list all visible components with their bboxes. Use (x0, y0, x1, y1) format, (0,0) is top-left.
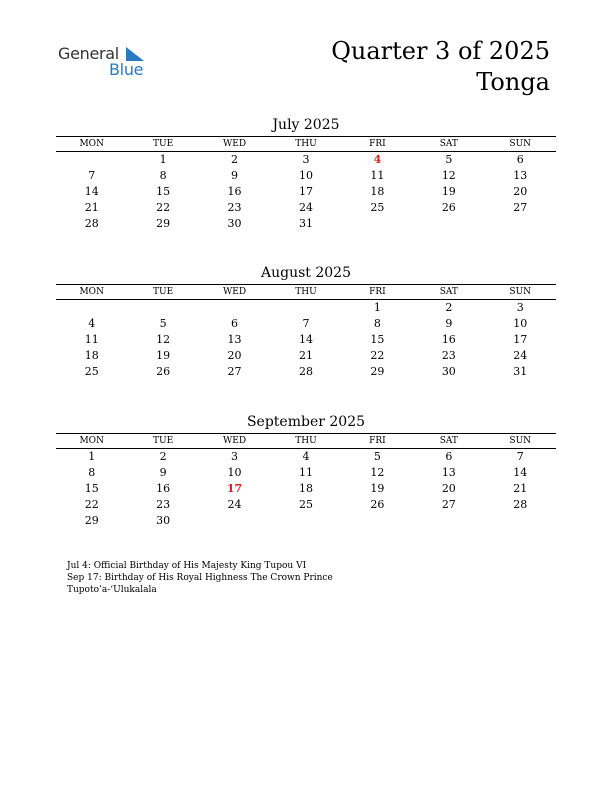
week-row (56, 200, 556, 216)
day-cell: 17 (298, 185, 313, 198)
day-cell: 25 (298, 498, 313, 511)
day-cell: 16 (227, 185, 242, 198)
day-cell (127, 300, 198, 316)
day-cell: 9 (159, 466, 167, 479)
day-cell: 15 (370, 333, 385, 346)
weekday-header: WED (223, 436, 247, 446)
week-row (56, 348, 556, 364)
day-cell (342, 513, 413, 529)
day-cell: 8 (88, 466, 96, 479)
week-row (56, 513, 556, 529)
country-title: Tonga (476, 68, 550, 96)
day-cell: 11 (84, 333, 99, 346)
logo-blue-text: Blue (109, 60, 144, 79)
day-cell: 21 (513, 482, 528, 495)
weekday-header: FRI (369, 436, 386, 446)
day-cell: 29 (156, 217, 171, 230)
day-cell: 12 (441, 169, 456, 182)
day-cell: 7 (88, 169, 96, 182)
day-cell: 4 (302, 450, 310, 463)
day-cell: 28 (84, 217, 99, 230)
holiday-note: Jul 4: Official Birthday of His Majesty King Tupou VI (67, 561, 307, 571)
weekday-header-row (56, 136, 556, 152)
day-cell (485, 513, 556, 529)
day-cell: 25 (84, 365, 99, 378)
day-cell: 24 (513, 349, 528, 362)
weekday-header: SAT (439, 287, 458, 297)
day-cell: 30 (441, 365, 456, 378)
weekday-header: THU (295, 287, 317, 297)
day-cell: 26 (441, 201, 456, 214)
day-cell: 2 (159, 450, 167, 463)
day-cell: 13 (441, 466, 456, 479)
day-cell: 13 (227, 333, 242, 346)
day-cell (270, 300, 341, 316)
day-cell: 10 (227, 466, 242, 479)
week-row (56, 497, 556, 513)
page-title (331, 36, 550, 98)
day-cell: 1 (88, 450, 96, 463)
day-cell: 28 (513, 498, 528, 511)
day-cell: 23 (441, 349, 456, 362)
day-cell: 11 (298, 466, 313, 479)
day-cell: 22 (370, 349, 385, 362)
month-title: July 2025 (272, 117, 340, 133)
day-cell (199, 513, 270, 529)
day-cell: 15 (156, 185, 171, 198)
month-calendar-august (56, 264, 556, 380)
day-cell: 1 (159, 153, 167, 166)
day-cell: 18 (84, 349, 99, 362)
month-calendar-september (56, 413, 556, 529)
day-cell: 7 (302, 317, 310, 330)
day-cell: 18 (370, 185, 385, 198)
day-cell: 22 (84, 498, 99, 511)
weekday-header: FRI (369, 139, 386, 149)
day-cell: 24 (227, 498, 242, 511)
logo (58, 44, 158, 84)
week-row (56, 332, 556, 348)
weekday-header: WED (223, 287, 247, 297)
day-cell: 26 (370, 498, 385, 511)
day-cell: 28 (298, 365, 313, 378)
day-cell: 5 (159, 317, 167, 330)
logo-general-text: General (58, 44, 119, 63)
week-row (56, 184, 556, 200)
day-cell (270, 513, 341, 529)
week-row (56, 152, 556, 168)
day-cell: 6 (516, 153, 524, 166)
day-cell: 29 (84, 514, 99, 527)
day-cell: 8 (373, 317, 381, 330)
weekday-header: WED (223, 139, 247, 149)
day-cell: 18 (298, 482, 313, 495)
quarter-title: Quarter 3 of 2025 (331, 37, 550, 65)
day-cell: 10 (513, 317, 528, 330)
week-row (56, 216, 556, 232)
day-cell: 27 (513, 201, 528, 214)
day-cell (342, 216, 413, 232)
day-cell: 11 (370, 169, 385, 182)
day-cell: 16 (441, 333, 456, 346)
day-cell: 6 (445, 450, 453, 463)
day-cell: 3 (231, 450, 239, 463)
weekday-header: SAT (439, 139, 458, 149)
week-row (56, 364, 556, 380)
weekday-header: TUE (153, 139, 174, 149)
day-cell: 7 (516, 450, 524, 463)
day-cell: 5 (373, 450, 381, 463)
week-row (56, 168, 556, 184)
day-cell: 20 (441, 482, 456, 495)
day-cell: 12 (156, 333, 171, 346)
day-cell: 4 (88, 317, 96, 330)
day-cell: 19 (370, 482, 385, 495)
day-cell: 20 (227, 349, 242, 362)
day-cell: 13 (513, 169, 528, 182)
week-row (56, 449, 556, 465)
day-cell (56, 152, 127, 168)
day-cell: 16 (156, 482, 171, 495)
day-cell (413, 513, 484, 529)
day-cell: 17 (513, 333, 528, 346)
week-row (56, 481, 556, 497)
day-cell: 14 (298, 333, 313, 346)
weekday-header: FRI (369, 287, 386, 297)
weekday-header: TUE (153, 436, 174, 446)
day-cell: 21 (298, 349, 313, 362)
day-cell: 20 (513, 185, 528, 198)
day-cell: 23 (156, 498, 171, 511)
day-cell: 22 (156, 201, 171, 214)
weekday-header: SUN (509, 436, 532, 446)
holiday-note: Sep 17: Birthday of His Royal Highness The Crown Prince Tupoto’a-‘Ulukalala (67, 573, 333, 595)
weekday-header-row (56, 433, 556, 449)
day-cell: 24 (298, 201, 313, 214)
weekday-header: THU (295, 139, 317, 149)
holiday-day-cell: 17 (226, 482, 243, 495)
day-cell (413, 216, 484, 232)
day-cell: 27 (227, 365, 242, 378)
day-cell (199, 300, 270, 316)
day-cell (485, 216, 556, 232)
day-cell: 8 (159, 169, 167, 182)
day-cell: 6 (231, 317, 239, 330)
day-cell: 10 (298, 169, 313, 182)
day-cell: 21 (84, 201, 99, 214)
day-cell: 31 (298, 217, 313, 230)
holiday-notes (67, 560, 397, 596)
day-cell: 26 (156, 365, 171, 378)
weekday-header: MON (79, 436, 104, 446)
weekday-header: THU (295, 436, 317, 446)
day-cell: 19 (441, 185, 456, 198)
day-cell: 27 (441, 498, 456, 511)
day-cell: 19 (156, 349, 171, 362)
day-cell: 23 (227, 201, 242, 214)
day-cell: 2 (231, 153, 239, 166)
weekday-header-row (56, 284, 556, 300)
day-cell: 15 (84, 482, 99, 495)
day-cell: 31 (513, 365, 528, 378)
weekday-header: SUN (509, 287, 532, 297)
day-cell: 30 (156, 514, 171, 527)
day-cell: 3 (302, 153, 310, 166)
day-cell: 30 (227, 217, 242, 230)
weekday-header: SUN (509, 139, 532, 149)
day-cell: 14 (84, 185, 99, 198)
weekday-header: SAT (439, 436, 458, 446)
day-cell (56, 300, 127, 316)
week-row (56, 316, 556, 332)
day-cell: 5 (445, 153, 453, 166)
day-cell: 29 (370, 365, 385, 378)
weekday-header: TUE (153, 287, 174, 297)
weekday-header: MON (79, 287, 104, 297)
day-cell: 1 (373, 301, 381, 314)
day-cell: 25 (370, 201, 385, 214)
week-row (56, 465, 556, 481)
day-cell: 3 (516, 301, 524, 314)
day-cell: 14 (513, 466, 528, 479)
day-cell: 12 (370, 466, 385, 479)
day-cell: 9 (445, 317, 453, 330)
weekday-header: MON (79, 139, 104, 149)
month-title: September 2025 (246, 414, 366, 430)
day-cell: 2 (445, 301, 453, 314)
day-cell: 9 (231, 169, 239, 182)
month-title: August 2025 (261, 265, 351, 281)
week-row (56, 300, 556, 316)
month-calendar-july (56, 116, 556, 232)
holiday-day-cell: 4 (373, 153, 382, 166)
